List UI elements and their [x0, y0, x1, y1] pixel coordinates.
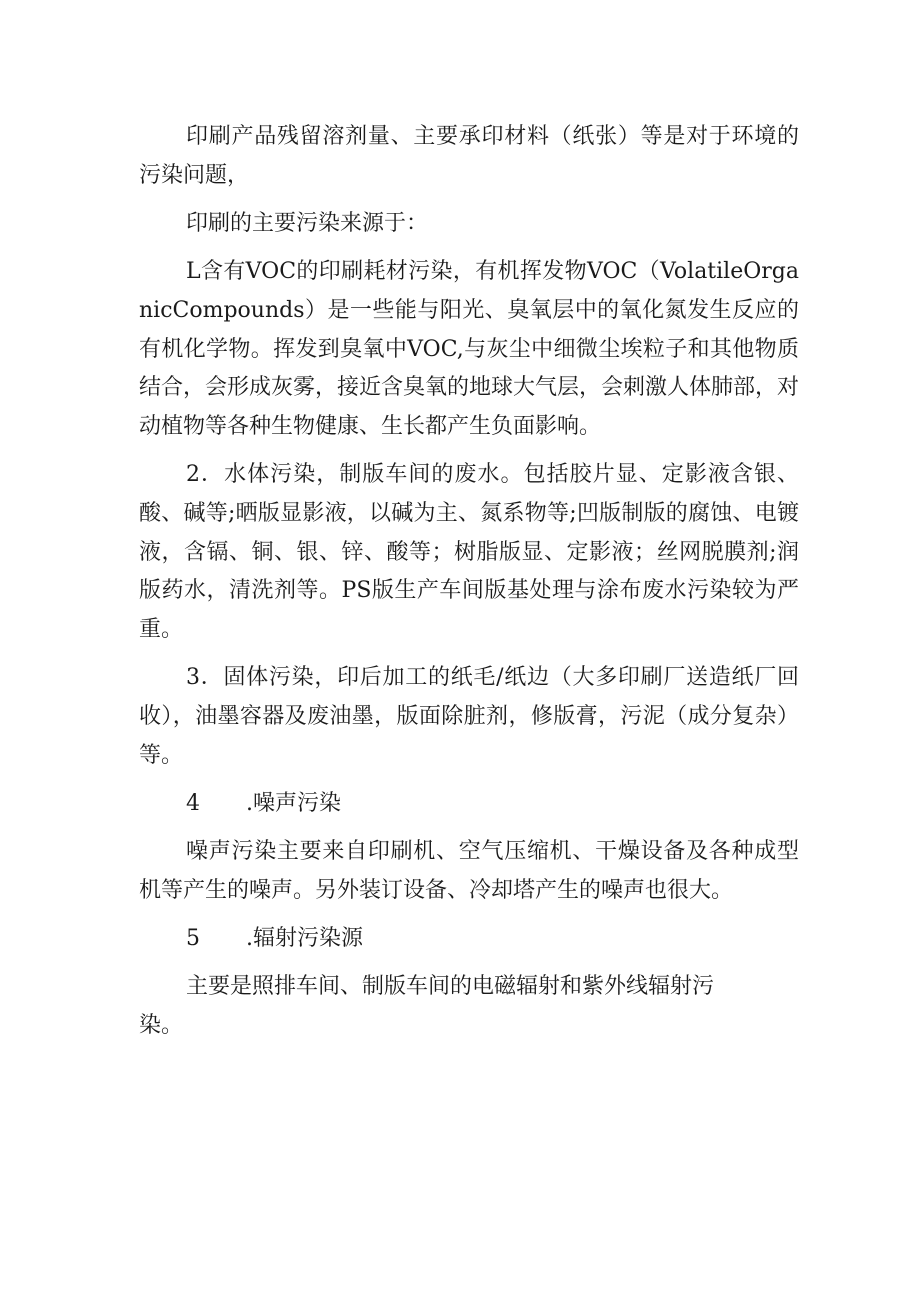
paragraph-noise: 噪声污染主要来自印刷机、空气压缩机、干燥设备及各种成型机等产生的噪声。另外装订设备、冷却塔产生的噪声也很大。 [139, 838, 799, 903]
heading-noise-number: 4 [186, 790, 200, 816]
heading-noise-text: .噪声污染 [246, 790, 341, 816]
paragraph-voc-pollution: L含有VOC的印刷耗材污染，有机挥发物VOC（VolatileOrganicCompounds）是一些能与阳光、臭氧层中的氧化氮发生反应的有机化学物。挥发到臭氧中VOC,与灰尘中细微尘埃粒子和其他物质结合，会形成灰雾，接近含臭氧的地球大气层，会刺激人体肺部，对动植物等各种生物健康、生长都产生负面影响。 [139, 259, 800, 439]
heading-noise [139, 785, 799, 824]
paragraph-solid-pollution: 3．固体污染，印后加工的纸毛/纸边（大多印刷厂送造纸厂回收），油墨容器及废油墨，版面除脏剂，修版膏，污泥（成分复杂）等。 [139, 665, 799, 768]
paragraph-sources-lead: 印刷的主要污染来源于： [186, 210, 429, 236]
heading-radiation-number: 5 [186, 925, 200, 951]
paragraph-radiation: 主要是照排车间、制版车间的电磁辐射和紫外线辐射污染。 [139, 974, 715, 1038]
document-body [139, 118, 799, 1055]
paragraph-intro: 印刷产品残留溶剂量、主要承印材料（纸张）等是对于环境的污染问题， [139, 124, 799, 188]
heading-radiation-text: .辐射污染源 [246, 925, 363, 951]
heading-radiation [139, 920, 799, 959]
paragraph-water-pollution: 2．水体污染，制版车间的废水。包括胶片显、定影液含银、酸、碱等;晒版显影液，以碱为主、氮系物等;凹版制版的腐蚀、电镀液，含镉、铜、银、锌、酸等；树脂版显、定影液；丝网脱膜剂;润版药水，清洗剂等。PS版生产车间版基处理与涂布废水污染较为严重。 [139, 462, 799, 642]
